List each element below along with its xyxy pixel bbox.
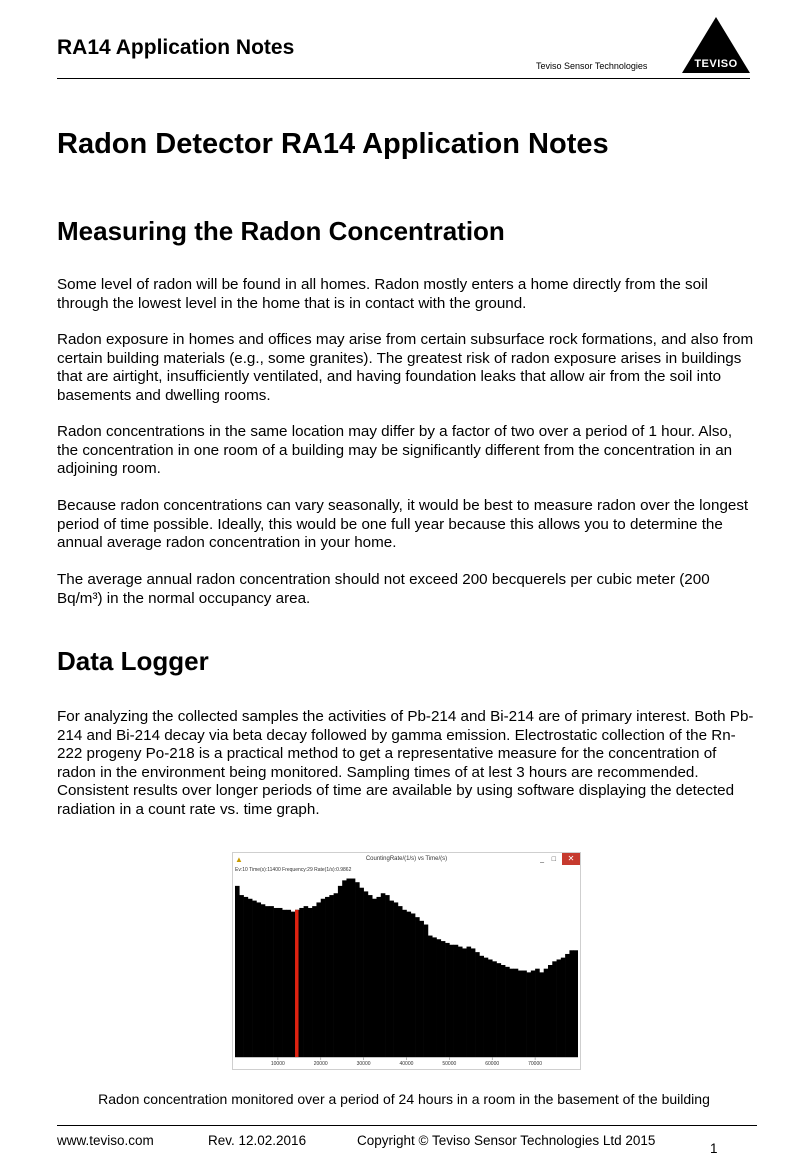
chart-bar	[445, 943, 450, 1057]
chart-bar	[565, 954, 570, 1057]
chart-bar	[364, 891, 369, 1057]
window-titlebar	[233, 853, 580, 866]
chart-bar	[432, 937, 437, 1057]
chart-bar	[291, 912, 296, 1057]
chart-bar	[424, 925, 429, 1057]
chart-bar	[527, 972, 532, 1057]
chart-bar	[501, 965, 506, 1057]
chart-bar	[475, 952, 480, 1057]
chart-bar	[544, 969, 549, 1057]
chart-bar	[394, 902, 399, 1057]
chart-bar	[282, 910, 287, 1057]
chart-bar	[402, 910, 407, 1057]
chart-bar	[376, 897, 381, 1057]
chart-bar	[484, 958, 489, 1057]
x-tick-label: 40000	[399, 1061, 414, 1067]
paragraph: The average annual radon concentration should not exceed 200 becquerels per cubic meter (200 Bq/m³) in the normal occupancy area.	[57, 571, 710, 607]
chart-bar	[299, 908, 304, 1057]
chart-bar	[441, 941, 446, 1057]
chart-bar	[497, 963, 502, 1057]
chart-bar	[471, 948, 476, 1057]
chart-bar	[385, 895, 390, 1057]
chart-bar	[381, 893, 386, 1057]
chart-bar	[278, 908, 283, 1057]
footer-divider	[57, 1125, 757, 1126]
chart-bar	[518, 971, 523, 1057]
chart-bar	[308, 908, 313, 1057]
chart-bar	[458, 947, 463, 1057]
chart-bar	[552, 961, 557, 1057]
chart-bar	[244, 897, 249, 1057]
chart-bar	[548, 965, 553, 1057]
chart-bar	[321, 899, 326, 1057]
x-tick-label: 70000	[528, 1061, 543, 1067]
x-tick-label: 20000	[313, 1061, 328, 1067]
chart-bar	[342, 880, 347, 1057]
chart-bar	[569, 950, 574, 1057]
chart-bar	[419, 921, 424, 1057]
chart-bar	[535, 969, 540, 1057]
chart-bar	[286, 910, 291, 1057]
logo-subtitle: Teviso Sensor Technologies	[536, 61, 648, 71]
chart-bar	[531, 971, 536, 1057]
chart-bar	[269, 906, 274, 1057]
warning-icon: ▲	[235, 855, 243, 864]
logo-brand-text: TEVISO	[694, 58, 738, 70]
header-divider	[57, 78, 750, 79]
chart-bar	[561, 958, 566, 1057]
chart-bar	[398, 906, 403, 1057]
chart-bar	[239, 895, 244, 1057]
maximize-button[interactable]: □	[551, 856, 556, 863]
chart-bar	[351, 879, 356, 1057]
chart-bar	[368, 895, 373, 1057]
chart-bar	[428, 936, 433, 1057]
chart-bar	[557, 959, 562, 1057]
time-cursor-marker[interactable]	[295, 910, 299, 1057]
counting-rate-chart	[235, 873, 578, 1067]
chart-bar	[514, 969, 519, 1057]
chart-bar	[407, 912, 412, 1057]
chart-bar	[359, 888, 364, 1057]
chart-bar	[505, 967, 510, 1057]
chart-bar	[235, 886, 240, 1057]
chart-bar	[334, 893, 339, 1057]
chart-bar	[492, 961, 497, 1057]
chart-bar	[411, 913, 416, 1057]
chart-bar	[467, 947, 472, 1057]
page-number: 1	[710, 1141, 718, 1156]
x-tick-label: 50000	[442, 1061, 457, 1067]
chart-bar	[312, 906, 317, 1057]
paragraph: Some level of radon will be found in all homes. Radon mostly enters a home directly from the soil through the lowest level in the home that is in contact with the ground.	[57, 276, 708, 312]
company-logo	[536, 17, 750, 77]
figure-caption: Radon concentration monitored over a period of 24 hours in a room in the basement of the building	[98, 1091, 710, 1107]
chart-bar	[304, 906, 309, 1057]
chart-bar	[522, 971, 527, 1057]
chart-bar	[265, 906, 270, 1057]
chart-bar	[329, 895, 334, 1057]
chart-bar	[346, 879, 351, 1057]
footer-website[interactable]: www.teviso.com	[57, 1133, 154, 1148]
chart-bar	[449, 945, 454, 1057]
x-tick-label: 60000	[485, 1061, 500, 1067]
chart-bar	[248, 899, 253, 1057]
chart-bar	[479, 956, 484, 1057]
chart-bar	[316, 902, 321, 1057]
chart-bar	[462, 948, 467, 1057]
section-heading-data-logger: Data Logger	[57, 646, 209, 676]
chart-bar	[355, 882, 360, 1057]
chart-bar	[252, 901, 257, 1057]
document-title: Radon Detector RA14 Application Notes	[57, 128, 609, 160]
chart-bar	[437, 939, 442, 1057]
data-logger-screenshot	[232, 852, 581, 1070]
close-button[interactable]: ✕	[562, 853, 580, 865]
minimize-button[interactable]: _	[540, 856, 544, 863]
chart-bar	[454, 945, 459, 1057]
chart-bar	[389, 901, 394, 1057]
paragraph: Radon concentrations in the same location may differ by a factor of two over a period of 1 hour. Also, the concentration in one room of a building may be significantly different from the concentration in an adjoining room.	[57, 423, 733, 478]
footer-copyright: Copyright © Teviso Sensor Technologies Ltd 2015	[357, 1133, 656, 1148]
chart-bar	[539, 972, 544, 1057]
chart-bar	[274, 908, 279, 1057]
footer-revision: Rev. 12.02.2016	[208, 1133, 307, 1148]
status-readout: Ev:10 Time(s):11400 Frequency:29 Rate(1/s):0.9862	[235, 867, 352, 873]
chart-bar	[372, 899, 377, 1057]
chart-bar	[574, 950, 578, 1057]
chart-bar	[256, 902, 261, 1057]
x-tick-label: 30000	[356, 1061, 371, 1067]
header-title: RA14 Application Notes	[57, 36, 295, 59]
x-tick-label: 10000	[270, 1061, 285, 1067]
paragraph: Radon exposure in homes and offices may arise from certain subsurface rock formations, and also from certain building materials (e.g., some granites). The greatest risk of radon exposure arises in buildings that are airtight, insufficiently ventilated, and having foundation leaks that allow air from the soil into basements and dwelling rooms.	[57, 331, 754, 404]
chart-bar	[415, 917, 420, 1057]
paragraph: For analyzing the collected samples the activities of Pb-214 and Bi-214 are of primary interest. Both Pb-214 and Bi-214 decay via beta decay followed by gamma emission. Electrostatic collection of the Rn-222 progeny Po-218 is a practical method to get a representative measure for the concentration of radon in the environment being monitored. Sampling times of at lest 3 hours are recommended. Consistent results over longer periods of time are available by using software displaying the detected radiation in a count rate vs. time graph.	[57, 708, 754, 818]
paragraph: Because radon concentrations can vary seasonally, it would be best to measure radon over the longest period of time possible. Ideally, this would be one full year because this allows you to determine the annual average radon concentration in your home.	[57, 497, 749, 552]
chart-bar	[509, 969, 514, 1057]
chart-bar	[488, 959, 493, 1057]
chart-bar	[338, 886, 343, 1057]
window-title: CountingRate/(1/s) vs Time/(s)	[365, 856, 448, 862]
chart-bar	[325, 897, 330, 1057]
chart-bar	[261, 904, 266, 1057]
section-heading-measuring: Measuring the Radon Concentration	[57, 216, 505, 246]
